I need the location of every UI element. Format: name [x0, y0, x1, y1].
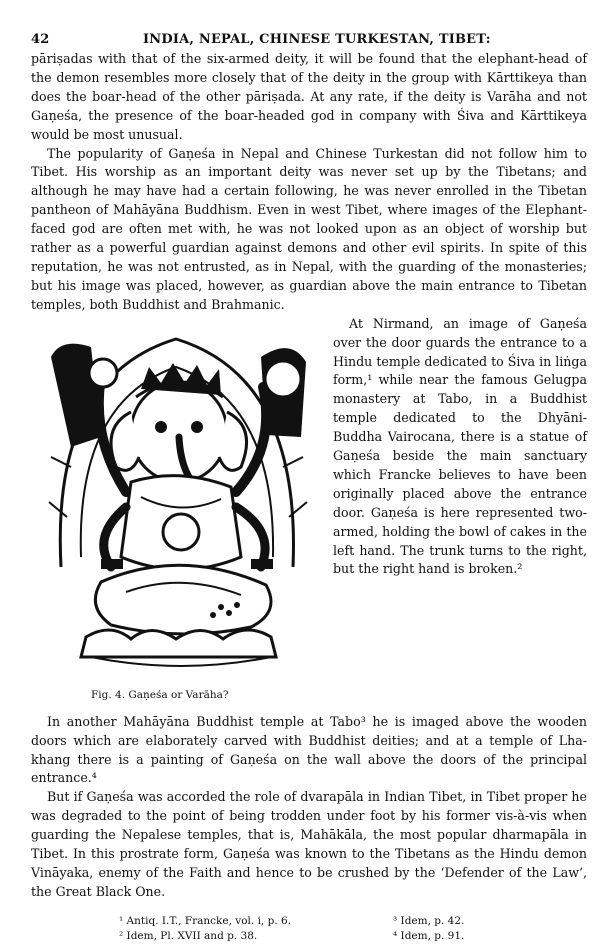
figure-ganesa-illustration — [31, 317, 321, 709]
footnote-2: ² Idem, Pl. XVII and p. 38. — [119, 929, 258, 942]
ganesa-drawing-icon — [31, 317, 321, 682]
book-page — [31, 28, 587, 946]
paragraph-2 — [31, 145, 587, 315]
running-title: INDIA, NEPAL, CHINESE TURKESTAN, TIBET: — [143, 32, 491, 47]
footnotes — [31, 914, 587, 946]
footnote-1: ¹ Antiq. I.T., Francke, vol. i, p. 6. — [119, 914, 292, 927]
footnote-3: ³ Idem, p. 42. — [393, 914, 465, 927]
paragraph-2-start: The popularity of Gaṇeśa in Nepal and Chinese Turkestan did not follow him to Tibet. His worship as an important deity was never set up by the Tibetans; and although he may have had a certain following, he was never enrolled in the Tibetan pantheon of Mahāyāna Buddhism. Even in west Tibet, where images of the Elephant-faced god are often met with, he was not looked upon as an object of worship but rather as a powerful guardian against demons and other evil spirits. In spite of this reputation, he was not entrusted, as in Nepal, with the guarding of the monasteries; but his image was placed, however, as guardian above the main entrance to Tibetan temples, both Buddhist and Brahmanic. — [31, 145, 587, 312]
page-number: 42 — [31, 32, 50, 47]
figure-caption: Fig. 4. Gaṇeśa or Varāha? — [91, 688, 229, 701]
paragraph-3: At Nirmand, an image of Gaṇeśa over the door guards the entrance to a Hindu temple dedicated to Śiva in liṅga form,¹ while near the famous Gelugpa monastery at Tabo, in a Buddhist temple dedicated to the Dhyāni-Buddha Vairocana, there is a statue of Gaṇeśa beside the main sanctuary which Francke believes to have been originally placed above the entrance door. Gaṇeśa is here represented two-armed, holding the bowl of cakes in the left hand. The trunk turns to the right, but the right hand is broken.² — [333, 315, 587, 577]
paragraph-5: But if Gaṇeśa was accorded the role of dvarapāla in Indian Tibet, in Tibet proper he was degraded to the point of being trodden under foot by his former vis-à-vis when guarding the Nepalese temples, that is, Mahākāla, the most popular dharmapāla in Tibet. In this prostrate form, Gaṇeśa was known to the Tibetans as the Hindu demon Vināyaka, enemy of the Faith and hence to be crushed by the ‘Defender of the Law’, the Great Black One. — [31, 789, 587, 899]
page-header — [31, 28, 587, 50]
footnote-4: ⁴ Idem, p. 91. — [393, 929, 465, 942]
paragraph-4: In another Mahāyāna Buddhist temple at Tabo³ he is imaged above the wooden doors which are elaborately carved with Buddhist deities; and at a temple of Lha-khang there is a painting of Gaṇeśa on the wall above the doors of the principal entrance.⁴ — [31, 713, 587, 786]
paragraph-1: pāriṣadas with that of the six-armed deity, it will be found that the elephant-head of the demon resembles more closely that of the deity in the group with Kārttikeya than does the boar-head of the other pāriṣada. At any rate, if the deity is Varāha and not Gaṇeśa, the presence of the boar-headed god in company with Śiva and Kārttikeya would be most unusual. — [31, 51, 587, 142]
